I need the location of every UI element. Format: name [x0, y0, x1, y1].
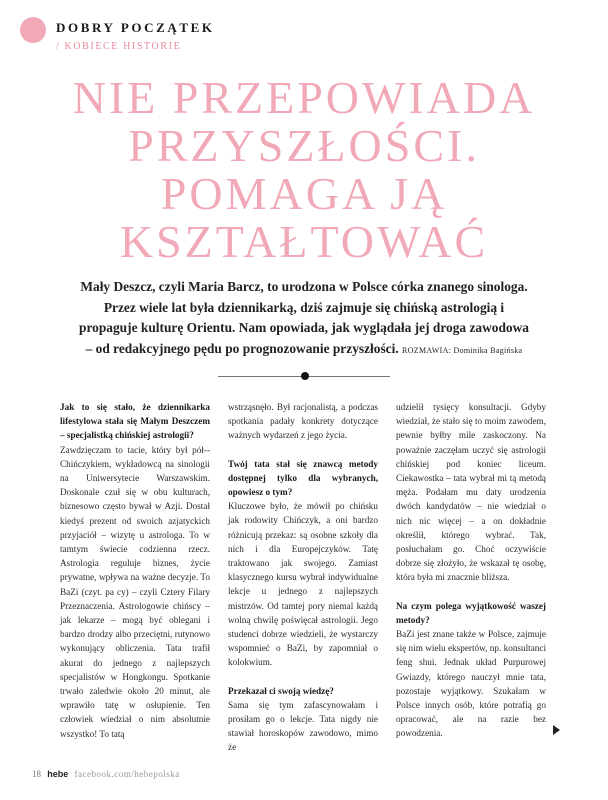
article-paragraph: Zawdzięczam to tacie, który był pół--Chińczykiem, wykładowcą na sinologii na Uniwersytecie Warszawskim. Doskonale czuł się w obu kulturach, biznesowo często bywał w Azji. Dostał kiedyś prezent od swoich azjatyckich przyjaciół – wizytę u astrologa. To w tamtym świecie codzienna rzecz. Astrologia reguluje biznes, życie prywatne, wpływa na ważne decyzje. To BaZi (czyt. pa cy) – czyli Cztery Filary Przeznaczenia. Astrologowie chińscy – jak lekarze – mogą być oblegani i bardzo drodzy albo przeciętni, rutynowo wykonujący obliczenia. Tata trafił akurat do jednego z najlepszych specjalistów w Hongkongu. Spotkanie trwało zaledwie około 20 minut, ale wprawiło tatę w osłupienie. Ten człowiek wiedział o nim absolutnie wszystko! To tatą: [60, 444, 210, 739]
lead-text: Mały Deszcz, czyli Maria Barcz, to urodzona w Polsce córka znanego sinologa. Przez wiele lat była dziennikarką, dziś zajmuje się chińską astrologią i propaguje kulturę Orientu. Nam opowiada, jak wyglądała jej droga zawodowa – od redakcyjnego pędu po prognozowanie przyszłości.: [79, 279, 529, 356]
interview-question: Twój tata stał się znawcą metody dostępnej tylko dla wybranych, opowiesz o tym?: [228, 458, 378, 498]
article-paragraph: Kluczowe było, że mówił po chińsku jak rodowity Chińczyk, a oni bardzo różnicują przekaz: są osobne szkoły dla nich i dla Europejczyków. Tatę traktowano jak swojego. Zamiast klasycznego kursu wybrał indywidualne lekcje u jednego z najlepszych mistrzów. Od tamtej pory niemal każdą wolną chwilę poświęcał astrologii. Jego studenci dobrze wiedzieli, że wystarczy wspomnieć o BaZi, by zapomniał o kolokwium.: [228, 501, 378, 668]
section-label: DOBRY POCZĄTEK: [56, 20, 215, 35]
article-title: [0, 74, 608, 266]
divider-dot: [301, 372, 309, 380]
page-footer: [32, 769, 180, 779]
article-lead: [78, 277, 530, 361]
article-paragraph: BaZi jest znane także w Polsce, zajmuje się nim wielu ekspertów, np. konsultanci feng shui. Jednak układ Purpurowej Gwiazdy, którego nauczył mnie tata, pozostaje wyjątkowy. Szukałam w Polsce innych osób, które potrafią go opracować, ale na razie bez powodzenia.: [396, 629, 546, 739]
article-paragraph: wstrząsnęło. Był racjonalistą, a podczas spotkania padały konkrety dotyczące ważnych wydarzeń z jego życia.: [228, 402, 378, 441]
column-3: [396, 400, 546, 741]
title-line: POMAGA JĄ: [160, 168, 448, 219]
subsection-label: / KOBIECE HISTORIE: [56, 41, 182, 52]
title-line: PRZYSZŁOŚCI.: [128, 120, 480, 171]
title-line: NIE PRZEPOWIADA: [72, 72, 536, 123]
page-number: 18: [32, 769, 41, 779]
continue-arrow-icon: [553, 725, 560, 735]
column-2: [228, 400, 378, 755]
column-1: [60, 400, 210, 741]
article-paragraph: Sama się tym zafascynowałam i prosiłam go o lekcje. Tata nigdy nie stawiał horoskopów zawodowo, mimo że: [228, 699, 378, 753]
article-paragraph: udzielił tysięcy konsultacji. Gdyby wiedział, że stało się to moim zawodem, pewnie byłby mile zaskoczony. Na poważnie zaczęłam uczyć się astrologii chińskiej pod koniec liceum. Ciekawostka – tata wybrał mi tą metodą męża. Podałam mu daty urodzenia dwóch kandydatów – nie wiedział o nich nic więcej – a on dokładnie określił, którego wybrać. Tak, posłuchałam go. Choć oczywiście dobrze się złożyło, że wskazał tę osobę, która była mi znacznie bliższa.: [396, 402, 546, 583]
interview-question: Przekazał ci swoją wiedzę?: [228, 685, 334, 696]
byline: ROZMAWIA: Dominika Bagińska: [402, 345, 523, 355]
hebe-logo: hebe: [47, 769, 69, 779]
interview-question: Jak to się stało, że dziennikarka lifestylowa stała się Małym Deszczem – specjalistką chińskiej astrologii?: [60, 402, 210, 441]
interview-question: Na czym polega wyjątkowość waszej metody?: [396, 600, 546, 625]
footer-link[interactable]: facebook.com/hebepolska: [74, 769, 180, 779]
section-marker-dot: [20, 17, 46, 43]
title-line: KSZTAŁTOWAĆ: [119, 216, 489, 267]
